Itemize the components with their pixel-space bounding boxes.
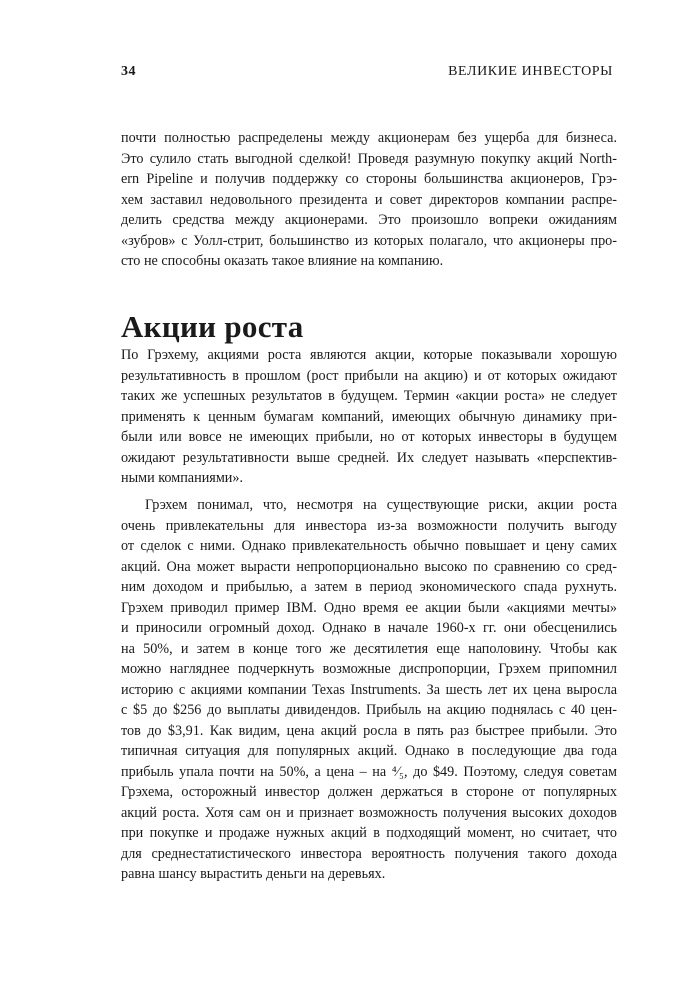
text-line: Это сулило стать выгодной сделкой! Проведя разумную покупку акций North- — [121, 150, 617, 167]
text-line: при покупке и продаже нужных акций в подходящий момент, но считает, что — [121, 825, 617, 841]
text-line: от сделок с ними. Однако привлекательность обычно повышает и цену самих — [121, 538, 617, 554]
text-line: можно нагляднее подчеркнуть возможные диспропорции, Грэхем припомнил — [121, 661, 617, 677]
section-heading: Акции роста — [121, 309, 304, 344]
text-line: Грэхем понимал, что, несмотря на существующие риски, акции роста — [145, 497, 617, 513]
text-line: почти полностью распределены между акционерам без ущерба для бизнеса. — [121, 130, 617, 146]
text-line: акций. Она может вырасти непропорционально высоко по сравнению со сред- — [121, 558, 617, 575]
running-header — [121, 64, 613, 84]
text-line: По Грэхему, акциями роста являются акции, которые показывали хорошую — [121, 347, 617, 363]
text-line: историю с акциями компании Texas Instruments. За шесть лет их цена выросла — [121, 681, 617, 698]
text-line: ern Pipeline и получив поддержку со стороны большинства акционеров, Грэ- — [121, 171, 617, 187]
text-line: тов до $3,91. Как видим, цена акций росла в пять раз быстрее прибыли. Это — [121, 722, 617, 739]
text-line: очень привлекательны для инвестора из-за возможности получить выгоду — [121, 517, 617, 534]
text-line: результативность в прошлом (рост прибыли на акцию) и от которых ожидают — [121, 367, 617, 384]
text-line: сто не способны оказать такое влияние на компанию. — [121, 253, 444, 269]
running-title: ВЕЛИКИЕ ИНВЕСТОРЫ — [448, 64, 613, 79]
text-line: Грэхема, осторожный инвестор должен держаться в стороне от популярных — [121, 784, 617, 800]
text-line: на 50%, и затем в конце того же десятилетия еще наполовину. Чтобы как — [121, 640, 617, 657]
text-line: ним доходом и прибылью, а затем в период экономического спада рухнуть. — [121, 579, 617, 595]
text-line: с $5 до $256 до выплаты дивидендов. Прибыль на акцию поднялась с 40 цен- — [121, 702, 617, 718]
page-number: 34 — [121, 64, 136, 79]
paragraph-1 — [121, 128, 617, 272]
paragraph-3 — [121, 495, 617, 885]
text-line: ными компаниями». — [121, 470, 244, 486]
text-line: применять к ценным бумагам компаний, имеющих обычную динамику при- — [121, 408, 617, 425]
text-line: были или вовсе не имеющих прибыли, но от которых инвесторы в будущем — [121, 429, 617, 445]
text-line: равна шансу вырастить деньги на деревьях. — [121, 866, 386, 882]
text-line: делить средства между акционерами. Это произошло вопреки ожиданиям — [121, 212, 617, 228]
text-line: и приносили огромный доход. Однако в начале 1960-х гг. они обесценились — [121, 620, 617, 636]
paragraph-2 — [121, 345, 617, 489]
text-line: типичная ситуация для популярных акций. Однако в последующие два года — [121, 743, 617, 759]
text-line: хем заставил недовольного президента и совет директоров компании распре- — [121, 191, 617, 208]
text-line: прибыль упала почти на 50%, а цена – на ⁴⁄₅, до $49. Поэтому, следуя советам — [121, 763, 617, 780]
text-line: ожидают результативности выше средней. Их следует называть «перспектив- — [121, 449, 617, 466]
text-line: Грэхем приводил пример IBM. Одно время ее акции были «акциями мечты» — [121, 599, 617, 616]
text-line: таких же успешных результатов в будущем. Термин «акции роста» не следует — [121, 388, 617, 404]
text-line: для среднестатистического инвестора вероятность получения такого дохода — [121, 845, 617, 862]
text-line: «зубров» с Уолл-стрит, большинство из которых полагало, что акционеры про- — [121, 232, 617, 249]
text-line: акций роста. Хотя сам он и признает возможность получения высоких доходов — [121, 804, 617, 821]
